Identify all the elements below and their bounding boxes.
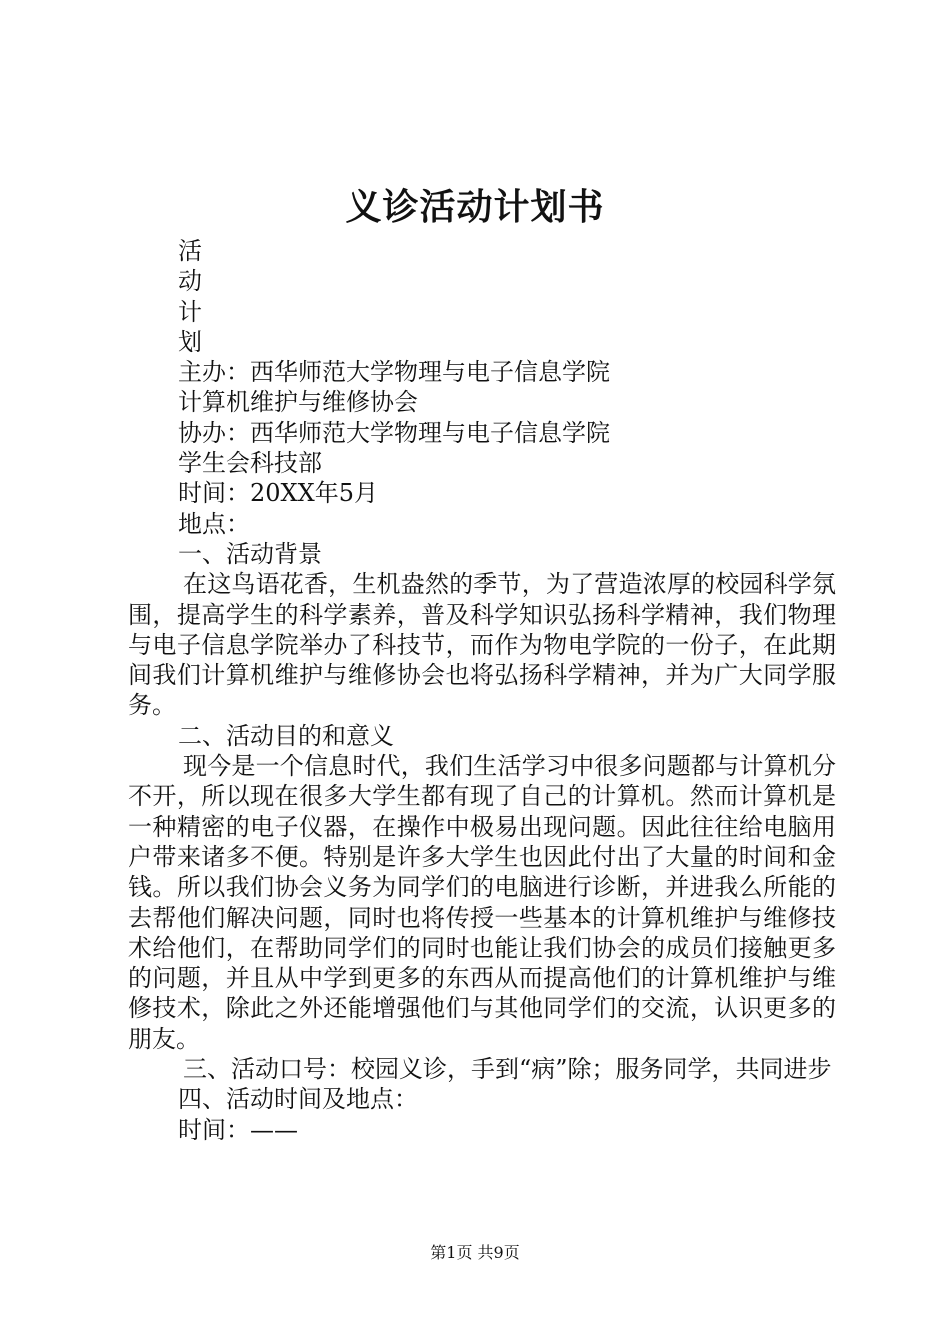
event-time: 时间：20XX年5月 xyxy=(178,479,378,508)
document-body xyxy=(128,236,836,1145)
coorganizer-line-2: 学生会科技部 xyxy=(178,449,322,478)
event-place: 地点： xyxy=(178,509,250,538)
document-title: 义诊活动计划书 xyxy=(345,186,605,228)
header-char-2: 动 xyxy=(178,267,202,296)
coorganizer-line-1: 协办：西华师范大学物理与电子信息学院 xyxy=(178,418,610,447)
section-4-time: 时间：—— xyxy=(178,1115,298,1144)
section-1-body: 在这鸟语花香，生机盎然的季节，为了营造浓厚的校园科学氛围，提高学生的科学素养，普及科学知识弘扬科学精神，我们物理与电子信息学院举办了科技节，而作为物电学院的一份子，在此期间我们计算机维护与维修协会也将弘扬科学精神，并为广大同学服务。 xyxy=(128,570,836,720)
section-4-heading: 四、活动时间及地点： xyxy=(178,1085,418,1114)
section-3-slogan: 三、活动口号：校园义诊，手到“病”除；服务同学，共同进步 xyxy=(183,1055,832,1084)
section-2-heading: 二、活动目的和意义 xyxy=(178,721,394,750)
section-2-body: 现今是一个信息时代，我们生活学习中很多问题都与计算机分不开，所以现在很多大学生都有现了自己的计算机。然而计算机是一种精密的电子仪器，在操作中极易出现问题。因此往往给电脑用户带来诸多不便。特别是许多大学生也因此付出了大量的时间和金钱。所以我们协会义务为同学们的电脑进行诊断，并进我么所能的去帮他们解决问题，同时也将传授一些基本的计算机维护与维修技术给他们，在帮助同学们的同时也能让我们协会的成员们接触更多的问题，并且从中学到更多的东西从而提高他们的计算机维护与维修技术，除此之外还能增强他们与其他同学们的交流，认识更多的朋友。 xyxy=(128,752,836,1053)
organizer-line-1: 主办：西华师范大学物理与电子信息学院 xyxy=(178,358,610,387)
page-indicator: 第1页 共9页 xyxy=(430,1243,520,1262)
header-char-1: 活 xyxy=(178,237,202,265)
section-1-heading: 一、活动背景 xyxy=(178,539,322,568)
header-char-4: 划 xyxy=(178,327,202,356)
header-char-3: 计 xyxy=(178,297,202,326)
organizer-line-2: 计算机维护与维修协会 xyxy=(178,388,418,417)
